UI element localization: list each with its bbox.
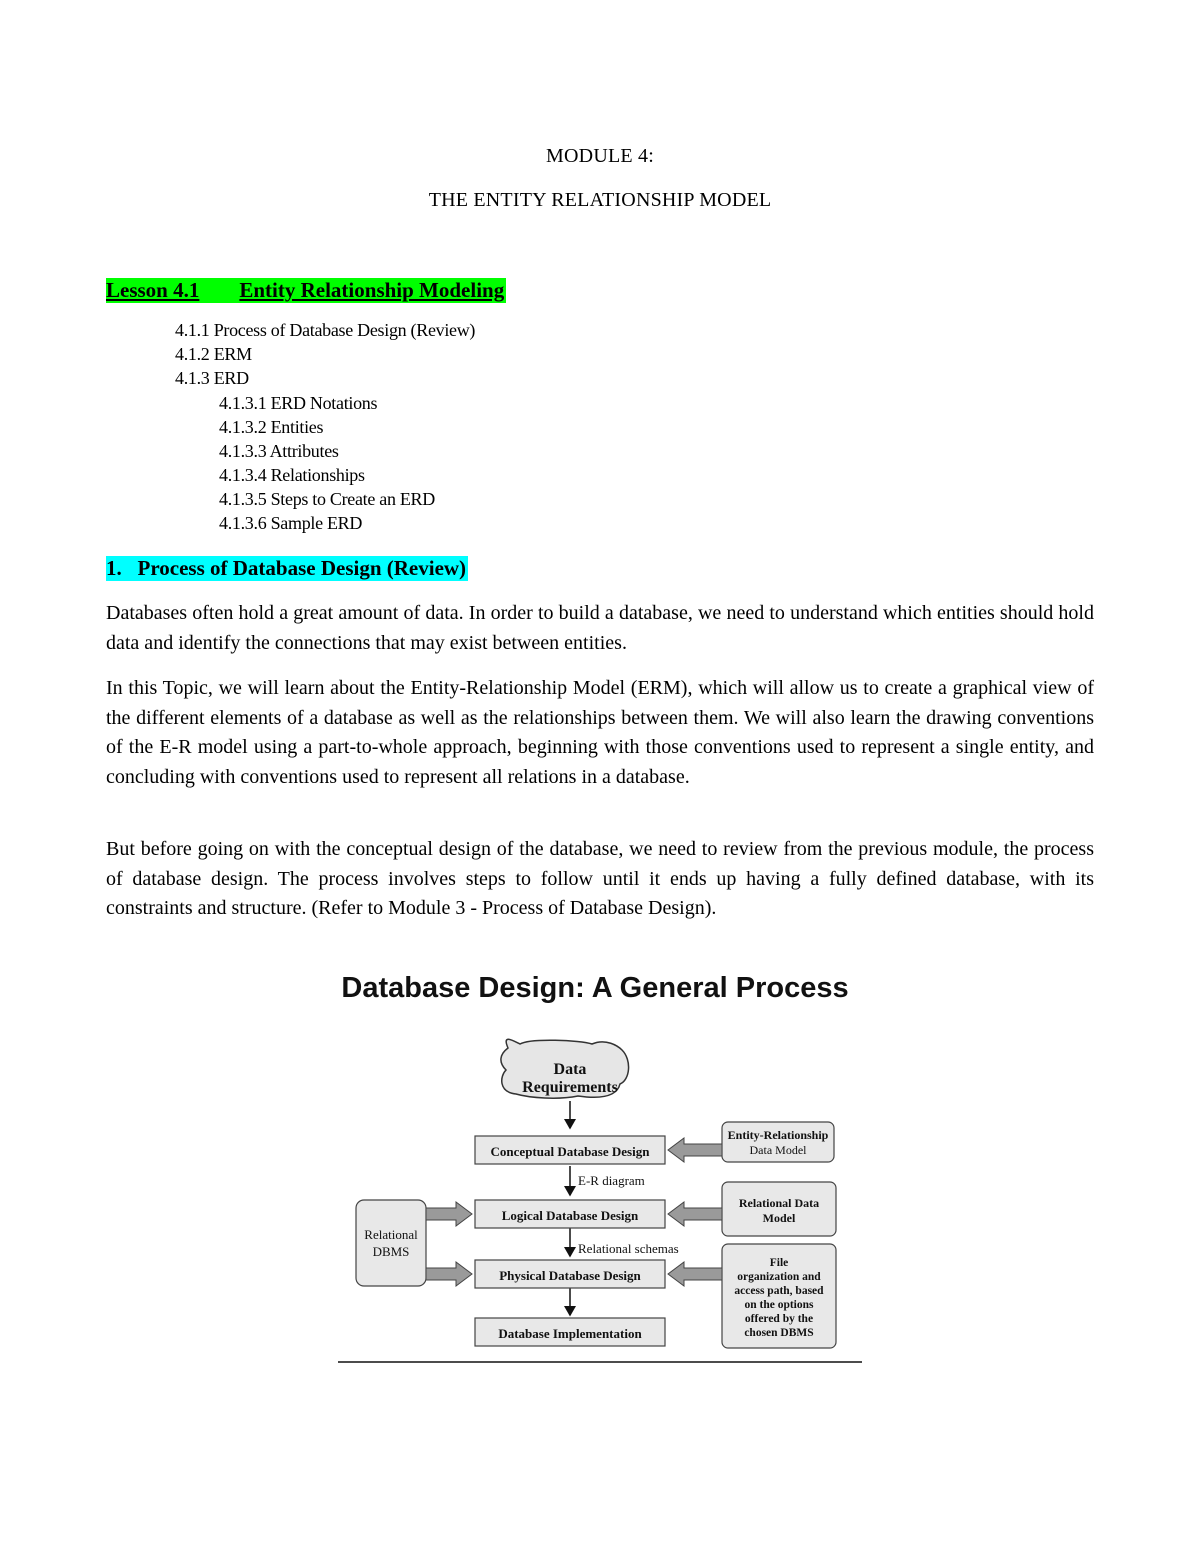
module-number: MODULE 4: xyxy=(546,145,654,167)
block-arrow xyxy=(668,1262,722,1286)
step-label: Logical Database Design xyxy=(501,1208,639,1223)
body-paragraph: Databases often hold a great amount of data. In order to build a database, we need to understand which entities should hold data and identify the connections that may exist between entities. xyxy=(106,602,1094,654)
step-label: Database Implementation xyxy=(498,1326,642,1341)
input-er-data-model xyxy=(722,1122,834,1162)
step-logical-design xyxy=(475,1200,665,1228)
input-label: access path, based xyxy=(734,1285,824,1297)
block-arrow xyxy=(668,1202,722,1226)
lesson-title: Entity Relationship Modeling xyxy=(239,278,505,302)
outline-subitem: 4.1.3.2 Entities xyxy=(219,417,324,437)
figure-title: Database Design: A General Process xyxy=(341,972,849,1004)
section-heading: 1. Process of Database Design (Review) xyxy=(106,556,467,580)
requirements-label: Requirements xyxy=(522,1079,618,1096)
outline-subitem: 4.1.3.6 Sample ERD xyxy=(219,513,363,533)
outline-subitem: 4.1.3.5 Steps to Create an ERD xyxy=(219,489,435,509)
process-diagram xyxy=(330,968,870,1368)
database-design-figure xyxy=(330,968,870,1368)
input-label: Relational xyxy=(364,1227,418,1242)
requirements-label: Data xyxy=(553,1061,587,1078)
outline-subitem: 4.1.3.1 ERD Notations xyxy=(219,393,378,413)
outline-item: 4.1.2 ERM xyxy=(175,344,252,364)
step-label: Conceptual Database Design xyxy=(490,1144,650,1159)
outline-item: 4.1.1 Process of Database Design (Review) xyxy=(175,320,476,340)
module-title: THE ENTITY RELATIONSHIP MODEL xyxy=(428,189,772,211)
input-label: chosen DBMS xyxy=(744,1327,814,1339)
block-arrow xyxy=(668,1138,722,1162)
input-label: organization and xyxy=(737,1271,821,1283)
input-label: File xyxy=(769,1257,789,1269)
input-label: Model xyxy=(762,1211,796,1225)
flow-label: E-R diagram xyxy=(578,1173,645,1188)
outline-subitem: 4.1.3.3 Attributes xyxy=(219,441,339,461)
step-implementation xyxy=(475,1318,665,1346)
block-arrow xyxy=(426,1202,472,1226)
input-relational-data-model xyxy=(722,1182,836,1236)
lesson-number: Lesson 4.1 xyxy=(106,278,200,302)
flow-label: Relational schemas xyxy=(578,1241,679,1256)
input-label: Entity-Relationship xyxy=(727,1128,829,1142)
input-label: Relational Data xyxy=(738,1196,820,1210)
input-label: on the options xyxy=(744,1299,814,1311)
input-relational-dbms xyxy=(356,1200,426,1286)
step-label: Physical Database Design xyxy=(499,1268,641,1283)
step-physical-design xyxy=(475,1260,665,1288)
input-label: DBMS xyxy=(372,1244,410,1259)
input-label: Data Model xyxy=(749,1143,807,1157)
body-paragraph: In this Topic, we will learn about the Entity-Relationship Model (ERM), which will allow us to create a graphical view of the different elements of a database as well as the relationships between them. We will also learn the drawing conventions of the E-R model using a part-to-whole approach, beginning with those conventions used to represent a single entity, and concluding with conventions used to represent all relations in a database. xyxy=(106,677,1094,788)
outline-subitem: 4.1.3.4 Relationships xyxy=(219,465,365,485)
body-paragraph: But before going on with the conceptual design of the database, we need to review from the previous module, the process of database design. The process involves steps to follow until it ends up having a fully defined database, with its constraints and structure. (Refer to Module 3 - Process of Database Design). xyxy=(106,838,1094,919)
lesson-heading xyxy=(106,278,506,303)
input-file-organization xyxy=(722,1244,836,1348)
outline-item: 4.1.3 ERD xyxy=(175,368,249,388)
step-conceptual-design xyxy=(475,1136,665,1164)
block-arrow xyxy=(426,1262,472,1286)
input-label: offered by the xyxy=(744,1313,814,1325)
